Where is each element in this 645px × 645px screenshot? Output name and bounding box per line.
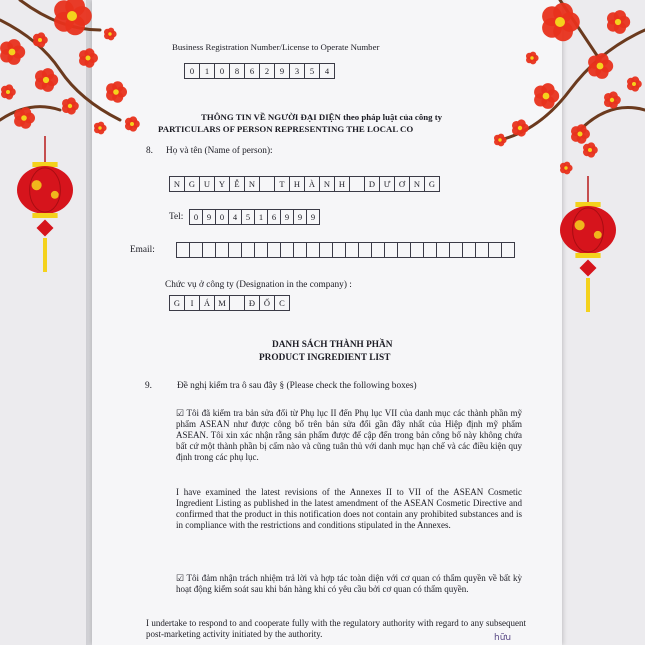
blossom-flower <box>512 119 529 136</box>
handwritten-signature: hữu <box>494 633 512 643</box>
tel-digit-box: 5 <box>241 209 255 225</box>
blossom-center <box>67 11 77 21</box>
blossom-flower <box>125 116 140 131</box>
tel-digit-box: 6 <box>267 209 281 225</box>
tel-label: Tel: <box>169 212 184 222</box>
blossom-flower <box>571 124 590 143</box>
blossom-center <box>108 32 111 35</box>
lantern-base <box>32 213 57 218</box>
blossom-flower <box>106 81 127 102</box>
blossom-flower <box>79 48 98 67</box>
blossom-flower <box>94 122 107 135</box>
blossom-flower <box>1 84 16 99</box>
blossom-flower <box>33 32 48 47</box>
registration-digit-box: 8 <box>229 63 245 79</box>
blossom-center <box>610 98 614 102</box>
name-letter-box: À <box>304 176 320 192</box>
blossom-center <box>6 90 10 94</box>
blossom-center <box>632 82 636 86</box>
blossom-flower <box>607 10 630 34</box>
tel-digit-box: 9 <box>293 209 307 225</box>
blossom-flower <box>14 107 35 128</box>
branch-stroke <box>0 20 120 120</box>
name-letter-box: N <box>169 176 185 192</box>
blossom-flower <box>62 97 79 114</box>
blossom-flower <box>0 39 25 65</box>
name-letter-box: H <box>334 176 350 192</box>
name-letter-box: Ơ <box>394 176 410 192</box>
blossom-flower <box>104 28 117 41</box>
designation-letter-box: M <box>214 295 230 311</box>
lantern-base <box>575 253 600 258</box>
email-label: Email: <box>130 245 155 255</box>
blossom-flower <box>604 91 621 108</box>
lantern-tassel <box>43 238 47 272</box>
red-lanterns <box>17 136 616 312</box>
name-letter-box: N <box>244 176 260 192</box>
blossom-flower <box>35 68 58 92</box>
item-number-9: 9. <box>145 381 152 391</box>
tel-digit-box: 4 <box>228 209 242 225</box>
designation-letter-box: G <box>169 295 185 311</box>
lantern-motif <box>575 220 585 230</box>
lantern-motif <box>594 231 602 239</box>
tel-digit-box: 1 <box>254 209 268 225</box>
blossom-center <box>130 122 134 126</box>
blossom-center <box>597 63 604 70</box>
name-letter-box: N <box>409 176 425 192</box>
declaration-1-en: I have examined the latest revisions of the Annexes II to VII of the ASEAN Cosmetic Ingredient Listing as published in the latest amendment of the ASEAN Cosmetic Directive and confirmed that the product in this notification does not contain any prohibited substances and is in compliance with the restrictions and conditions stipulated in the Annexes. <box>176 487 522 530</box>
apricot-blossoms <box>0 0 642 174</box>
branch-stroke <box>580 108 645 131</box>
item-number-8: 8. <box>146 146 153 156</box>
blossom-center <box>113 89 119 95</box>
designation-letter-box: C <box>274 295 290 311</box>
designation-label: Chức vụ ở công ty (Designation in the company) : <box>165 280 352 290</box>
blossom-center <box>588 148 592 152</box>
lantern <box>560 176 616 312</box>
designation-letter-box: Đ <box>244 295 260 311</box>
name-letter-box: Y <box>214 176 230 192</box>
lantern-knot <box>37 220 54 237</box>
blossom-flower <box>588 53 613 79</box>
blossom-center <box>518 126 522 130</box>
name-letter-box: U <box>199 176 215 192</box>
blossom-center <box>43 77 49 83</box>
registration-digit-box: 0 <box>184 63 200 79</box>
check-prompt: Đề nghị kiểm tra ô sau đây § (Please check the following boxes) <box>177 381 417 391</box>
name-letter-box: H <box>289 176 305 192</box>
lantern-motif <box>51 191 59 199</box>
lantern-motif <box>32 180 42 190</box>
representative-title-en: PARTICULARS OF PERSON REPRESENTING THE LOCAL CO <box>158 124 414 134</box>
lantern-tassel <box>586 278 590 312</box>
blossom-center <box>578 132 583 137</box>
blossom-center <box>86 56 91 61</box>
registration-digit-box: 6 <box>244 63 260 79</box>
blossom-center <box>498 138 501 141</box>
lantern-body <box>17 166 73 214</box>
lantern-knot <box>580 260 597 277</box>
tel-digit-box: 9 <box>306 209 320 225</box>
registration-digit-box: 3 <box>289 63 305 79</box>
blossom-center <box>21 115 27 121</box>
blossom-center <box>543 93 550 100</box>
tel-digit-box: 0 <box>189 209 203 225</box>
blossom-center <box>38 38 42 42</box>
name-letter-box: T <box>274 176 290 192</box>
registration-digit-box: 5 <box>304 63 320 79</box>
designation-letter-box: Ố <box>259 295 275 311</box>
tel-digit-box: 9 <box>280 209 294 225</box>
name-letter-box: G <box>424 176 440 192</box>
blossom-flower <box>627 76 642 91</box>
registration-digit-box: 2 <box>259 63 275 79</box>
designation-letter-box: Á <box>199 295 215 311</box>
blossom-center <box>9 49 16 56</box>
blossom-center <box>98 126 101 129</box>
ingredient-title-en: PRODUCT INGREDIENT LIST <box>259 353 391 363</box>
registration-digit-box: 0 <box>214 63 230 79</box>
declaration-1-checkbox[interactable]: ☑ <box>176 408 185 418</box>
tel-digit-box: 0 <box>215 209 229 225</box>
name-letter-box: Ư <box>379 176 395 192</box>
name-label: Họ và tên (Name of person): <box>166 146 273 156</box>
blossom-flower <box>494 134 507 147</box>
tel-digit-box: 9 <box>202 209 216 225</box>
blossom-flower <box>526 52 539 65</box>
declaration-1-vn: ☑ Tôi đã kiểm tra bản sửa đổi từ Phụ lục II đến Phụ lục VII của danh mục các thành phần mỹ phẩm ASEAN như được công bố trên bản sửa đổi gần đây nhất của Hiệp định mỹ phẩm ASEAN. Tôi xin xác nhận rằng sản phẩm được để cập đến trong bản công bố này không chứa bất cứ một thành phần bị cấm nào và cũng tuân thủ với danh mục hạn chế và các điều kiện quy định trong các phụ lục. <box>176 408 522 462</box>
blossom-center <box>615 19 621 25</box>
lantern-body <box>560 206 616 254</box>
registration-digit-box: 9 <box>274 63 290 79</box>
name-letter-box: N <box>319 176 335 192</box>
blossom-center <box>555 17 565 27</box>
name-letter-box: Ễ <box>229 176 245 192</box>
registration-number-label: Business Registration Number/License to Operate Number <box>172 42 380 52</box>
lantern <box>17 136 73 272</box>
declaration-2-en: I undertake to respond to and cooperate fully with the regulatory authority with regard to any subsequent post-marketing activity initiated by the authority. <box>146 618 526 639</box>
blossom-center <box>530 56 533 59</box>
designation-letter-box: I <box>184 295 200 311</box>
ingredient-title-vn: DANH SÁCH THÀNH PHẦN <box>272 340 393 350</box>
declaration-2-vn: ☑ Tôi đảm nhận trách nhiệm trả lời và hợp tác toàn diện với cơ quan có thẩm quyền về bất kỳ hoạt động kiểm soát sau khi bán hàng khi có yêu cầu bởi cơ quan có thẩm quyền. <box>176 573 522 594</box>
registration-digit-box: 4 <box>319 63 335 79</box>
blossom-flower <box>560 162 573 175</box>
blossom-center <box>564 166 567 169</box>
representative-title-vn: THÔNG TIN VỀ NGƯỜI ĐẠI DIỆN theo pháp luật của công ty <box>201 112 443 122</box>
name-letter-box: D <box>364 176 380 192</box>
declaration-2-checkbox[interactable]: ☑ <box>176 573 185 583</box>
blossom-flower <box>583 142 598 157</box>
blossom-center <box>68 104 72 108</box>
name-letter-box: G <box>184 176 200 192</box>
registration-digit-box: 1 <box>199 63 215 79</box>
blossom-flower <box>542 3 580 42</box>
